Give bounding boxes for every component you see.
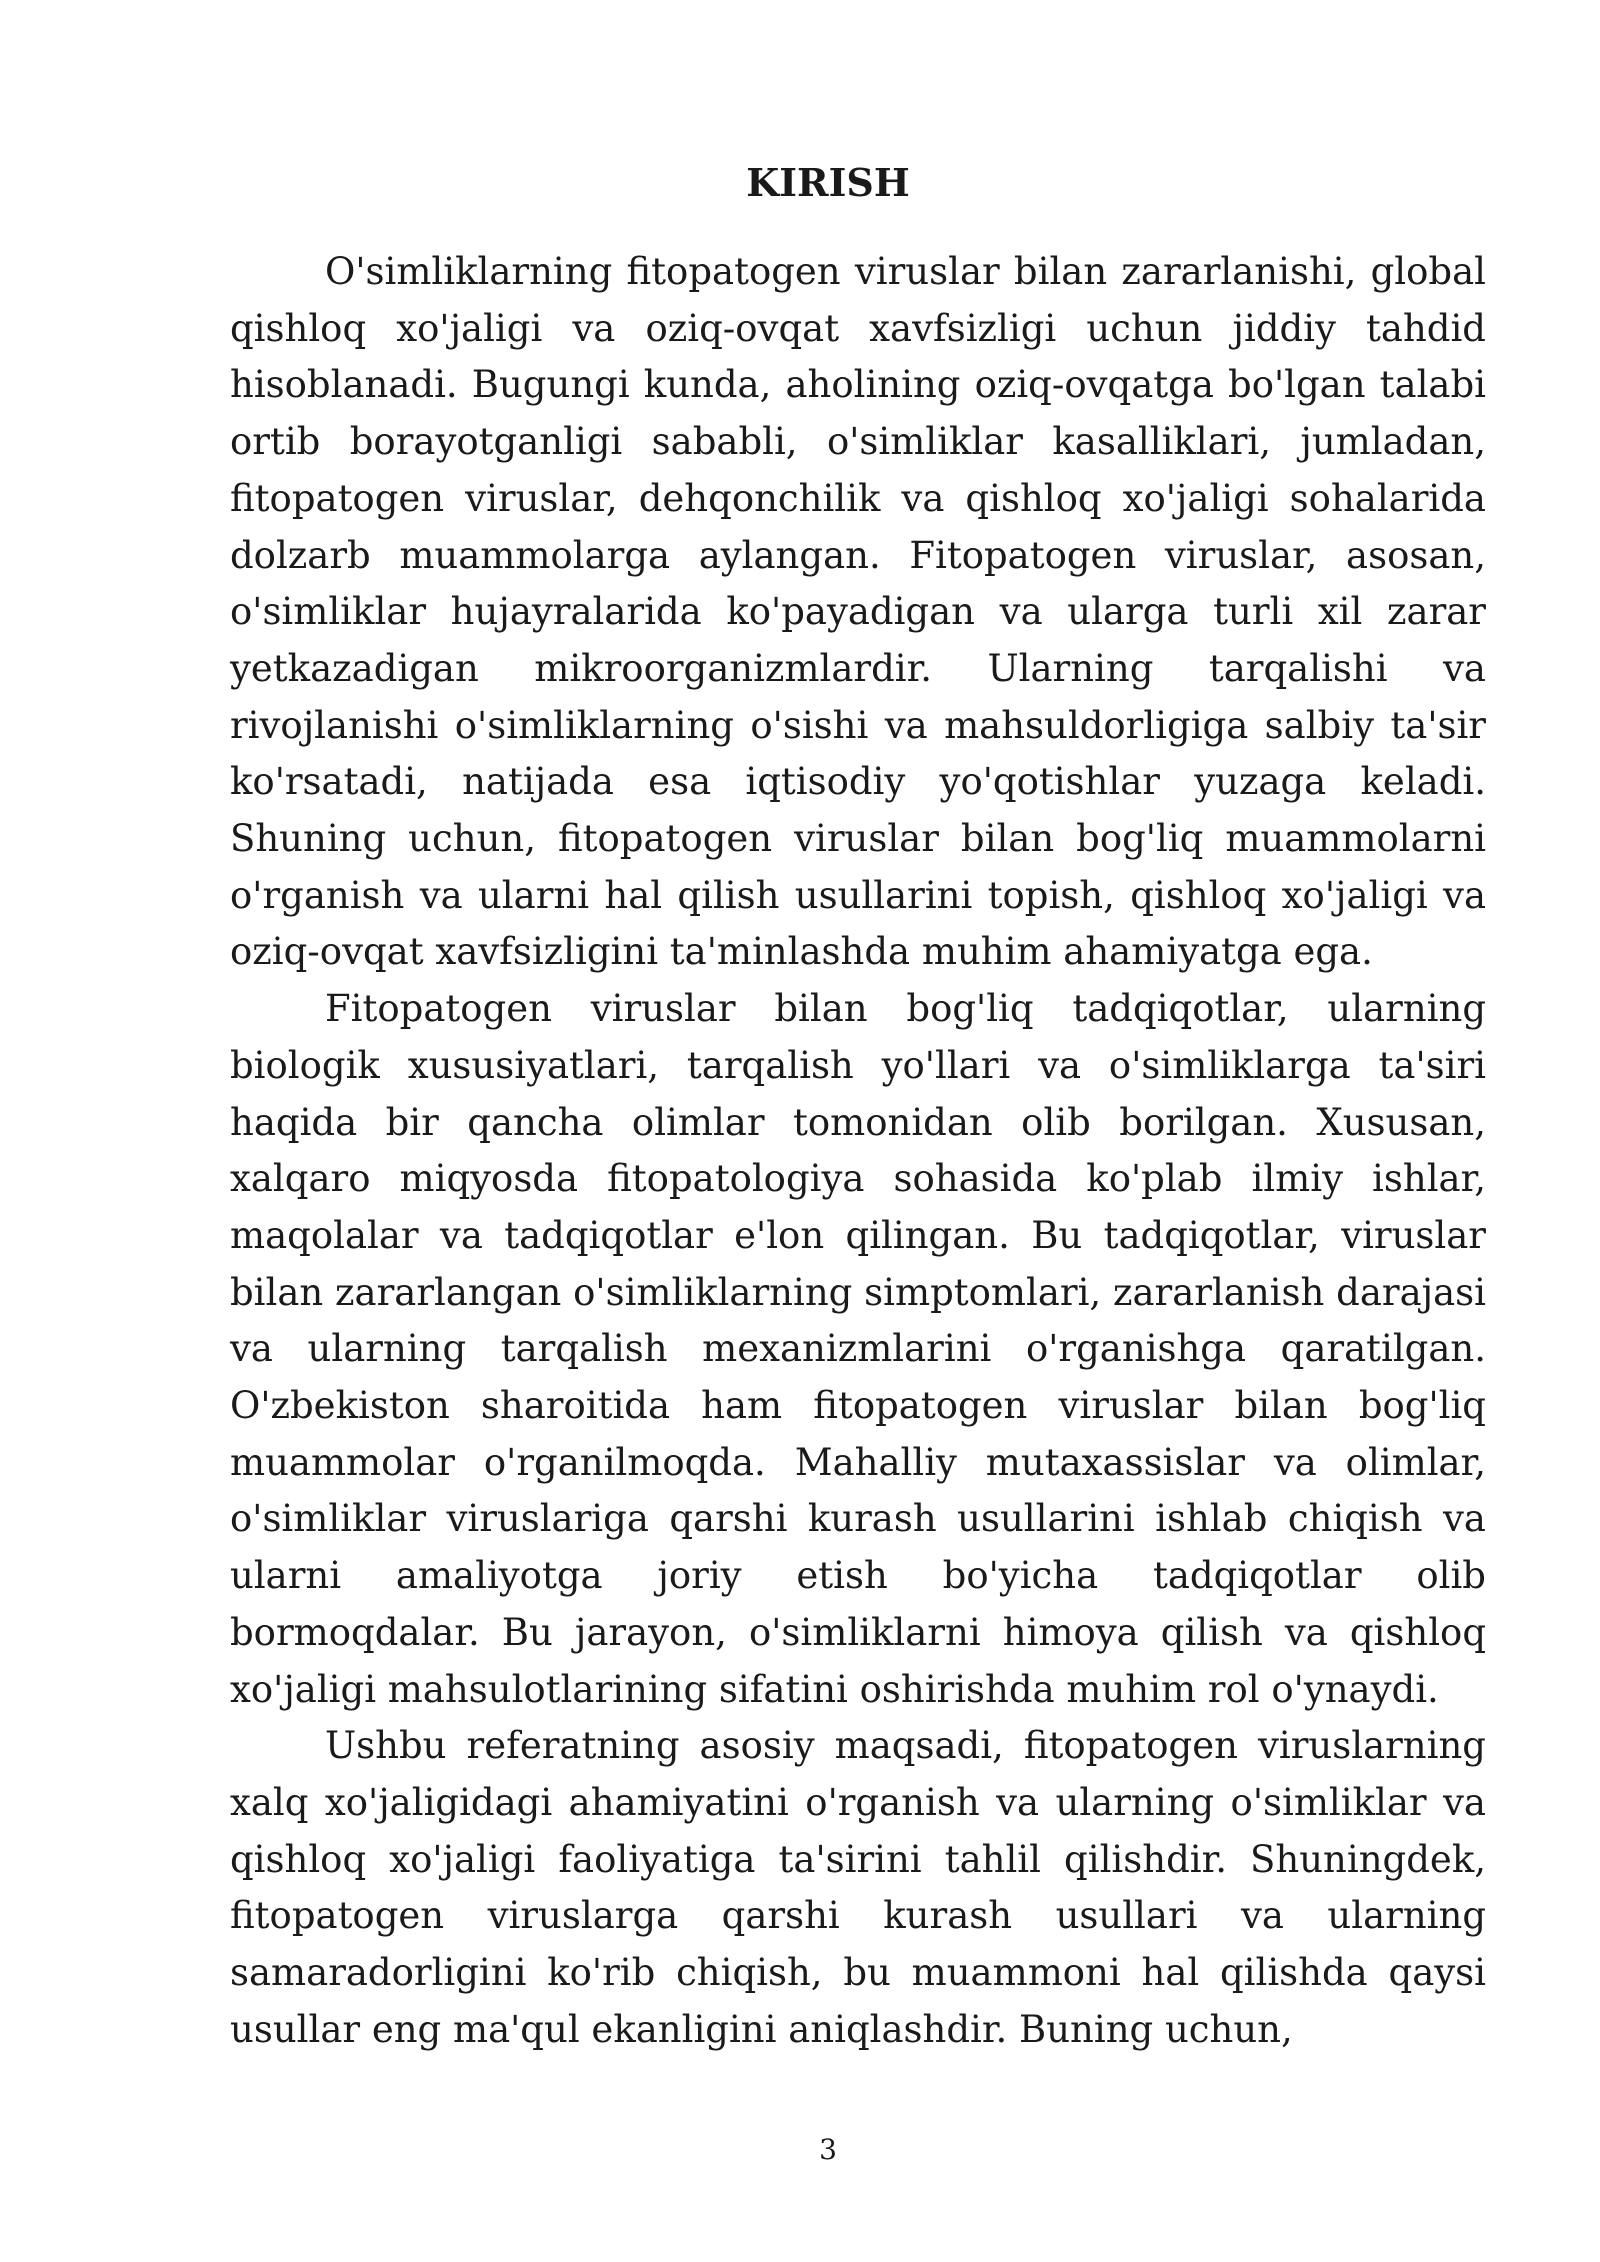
paragraph-3: Ushbu referatning asosiy maqsadi, fitopatogen viruslarning xalq xo'jaligidagi ahamiyatini o'rganish va ularning o'simliklar va qishloq xo'jaligi faoliyatiga ta'sirini tahlil qilishdir. Shuningdek, fitopatogen viruslarga qarshi kurash usullari va ularning samaradorligini ko'rib chiqish, bu muammoni hal qilishda qaysi usullar eng ma'qul ekanligini aniqlashdir. Buning uchun, bbox=[230, 1724, 1486, 2051]
page-number: 3 bbox=[819, 2133, 837, 2166]
paragraph-2: Fitopatogen viruslar bilan bog'liq tadqiqotlar, ularning biologik xususiyatlari, tarqalish yo'llari va o'simliklarga ta'siri haqida bir qancha olimlar tomonidan olib borilgan. Xususan, xalqaro miqyosda fitopatologiya sohasida ko'plab ilmiy ishlar, maqolalar va tadqiqotlar e'lon qilingan. Bu tadqiqotlar, viruslar bilan zararlangan o'simliklarning simptomlari, zararlanish darajasi va ularning tarqalish mexanizmlarini o'rganishga qaratilgan. O'zbekiston sharoitida ham fitopatogen viruslar bilan bog'liq muammolar o'rganilmoqda. Mahalliy mutaxassislar va olimlar, o'simliklar viruslariga qarshi kurash usullarini ishlab chiqish va ularni amaliyotga joriy etish bo'yicha tadqiqotlar olib bormoqdalar. Bu jarayon, o'simliklarni himoya qilish va qishloq xo'jaligi mahsulotlarining sifatini oshirishda muhim rol o'ynaydi. bbox=[230, 987, 1486, 1711]
body-text bbox=[230, 244, 1486, 2059]
paragraph-1: O'simliklarning fitopatogen viruslar bilan zararlanishi, global qishloq xo'jaligi va oziq-ovqat xavfsizligi uchun jiddiy tahdid hisoblanadi. Bugungi kunda, aholining oziq-ovqatga bo'lgan talabi ortib borayotganligi sababli, o'simliklar kasalliklari, jumladan, fitopatogen viruslar, dehqonchilik va qishloq xo'jaligi sohalarida dolzarb muammolarga aylangan. Fitopatogen viruslar, asosan, o'simliklar hujayralarida ko'payadigan va ularga turli xil zarar yetkazadigan mikroorganizmlardir. Ularning tarqalishi va rivojlanishi o'simliklarning o'sishi va mahsuldorligiga salbiy ta'sir ko'rsatadi, natijada esa iqtisodiy yo'qotishlar yuzaga keladi. Shuning uchun, fitopatogen viruslar bilan bog'liq muammolarni o'rganish va ularni hal qilish usullarini topish, qishloq xo'jaligi va oziq-ovqat xavfsizligini ta'minlashda muhim ahamiyatga ega. bbox=[230, 250, 1486, 974]
section-heading: KIRISH bbox=[746, 160, 910, 205]
